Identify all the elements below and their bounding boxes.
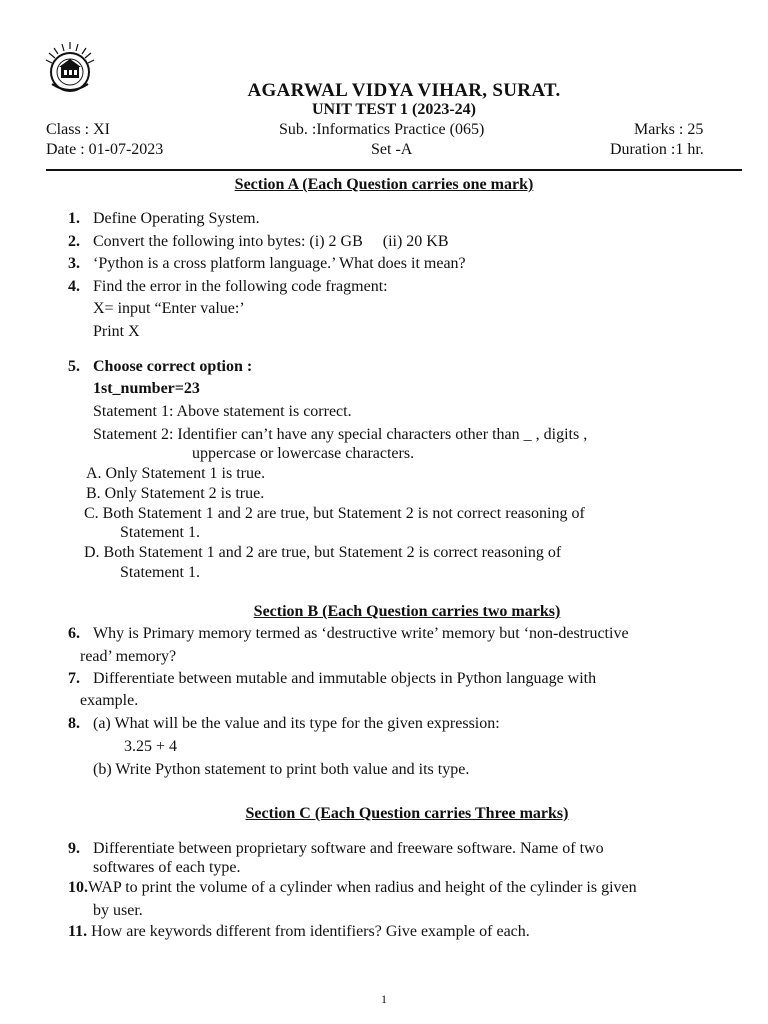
question-9 [68, 840, 604, 858]
date-label: Date : 01-07-2023 [46, 141, 164, 158]
question-6 [68, 625, 629, 643]
q5-statement-1: Statement 1: Above statement is correct. [93, 403, 352, 420]
page-number: 1 [381, 992, 387, 1006]
test-title: UNIT TEST 1 (2023-24) [311, 101, 477, 118]
question-number: 10. [68, 879, 88, 896]
header-divider [46, 169, 742, 171]
question-number: 9. [68, 840, 80, 857]
q8-part-b: (b) Write Python statement to print both value and its type. [93, 761, 470, 778]
question-text: Choose correct option : [93, 358, 253, 375]
question-text: Why is Primary memory termed as ‘destructive write’ memory but ‘non-destructive [93, 625, 629, 642]
question-8 [68, 715, 500, 733]
set-label: Set -A [371, 141, 413, 158]
q5-option-a: A. Only Statement 1 is true. [86, 465, 266, 482]
question-number: 11. [68, 923, 88, 940]
code-line-1: X= input “Enter value:’ [93, 300, 245, 317]
question-7 [68, 670, 596, 688]
q5-option-b: B. Only Statement 2 is true. [86, 485, 265, 502]
question-number: 4. [68, 278, 80, 295]
question-text: (a) What will be the value and its type for the given expression: [93, 715, 500, 732]
q5-statement-2-cont: uppercase or lowercase characters. [192, 445, 415, 462]
question-text: Convert the following into bytes: (i) 2 GB (ii) 20 KB [93, 233, 449, 250]
question-7-cont: example. [80, 692, 139, 709]
question-10 [68, 879, 637, 897]
question-number: 6. [68, 625, 80, 642]
q8-expression: 3.25 + 4 [124, 738, 178, 755]
marks-label: Marks : 25 [634, 121, 704, 138]
question-text: Define Operating System. [93, 210, 260, 227]
question-number: 1. [68, 210, 80, 227]
question-text: How are keywords different from identifiers? Give example of each. [87, 923, 530, 940]
question-text: WAP to print the volume of a cylinder when radius and height of the cylinder is given [88, 879, 637, 896]
subject-label: Sub. :Informatics Practice (065) [279, 121, 485, 138]
question-3 [68, 255, 466, 273]
q5-option-c-cont: Statement 1. [120, 524, 200, 541]
question-11 [68, 923, 530, 941]
duration-label: Duration :1 hr. [610, 141, 704, 158]
section-c-heading: Section C (Each Question carries Three marks) [245, 805, 569, 822]
question-text: Differentiate between mutable and immutable objects in Python language with [93, 670, 597, 687]
question-10-cont: by user. [93, 902, 143, 919]
question-4 [68, 278, 388, 296]
question-5 [68, 358, 252, 376]
question-2 [68, 233, 449, 251]
question-1 [68, 210, 260, 228]
question-text: Differentiate between proprietary software and freeware software. Name of two [93, 840, 604, 857]
q5-option-d: D. Both Statement 1 and 2 are true, but Statement 2 is correct reasoning of [84, 544, 562, 561]
question-text: Find the error in the following code fragment: [93, 278, 388, 295]
question-number: 5. [68, 358, 80, 375]
question-number: 2. [68, 233, 80, 250]
question-number: 7. [68, 670, 80, 687]
question-6-cont: read’ memory? [80, 648, 177, 665]
q5-option-d-cont: Statement 1. [120, 564, 200, 581]
code-line-2: Print X [93, 323, 140, 340]
class-label: Class : XI [46, 121, 110, 138]
q5-statement-2: Statement 2: Identifier can’t have any special characters other than _ , digits , [93, 426, 588, 443]
question-number: 8. [68, 715, 80, 732]
school-name: AGARWAL VIDYA VIHAR, SURAT. [247, 80, 561, 101]
section-b-heading: Section B (Each Question carries two marks) [253, 603, 561, 620]
question-number: 3. [68, 255, 80, 272]
section-a-heading: Section A (Each Question carries one mark) [234, 176, 534, 193]
q5-option-c: C. Both Statement 1 and 2 are true, but Statement 2 is not correct reasoning of [84, 505, 585, 522]
q5-code: 1st_number=23 [93, 380, 200, 397]
question-9-cont: softwares of each type. [93, 859, 241, 876]
question-text: ‘Python is a cross platform language.’ What does it mean? [93, 255, 466, 272]
